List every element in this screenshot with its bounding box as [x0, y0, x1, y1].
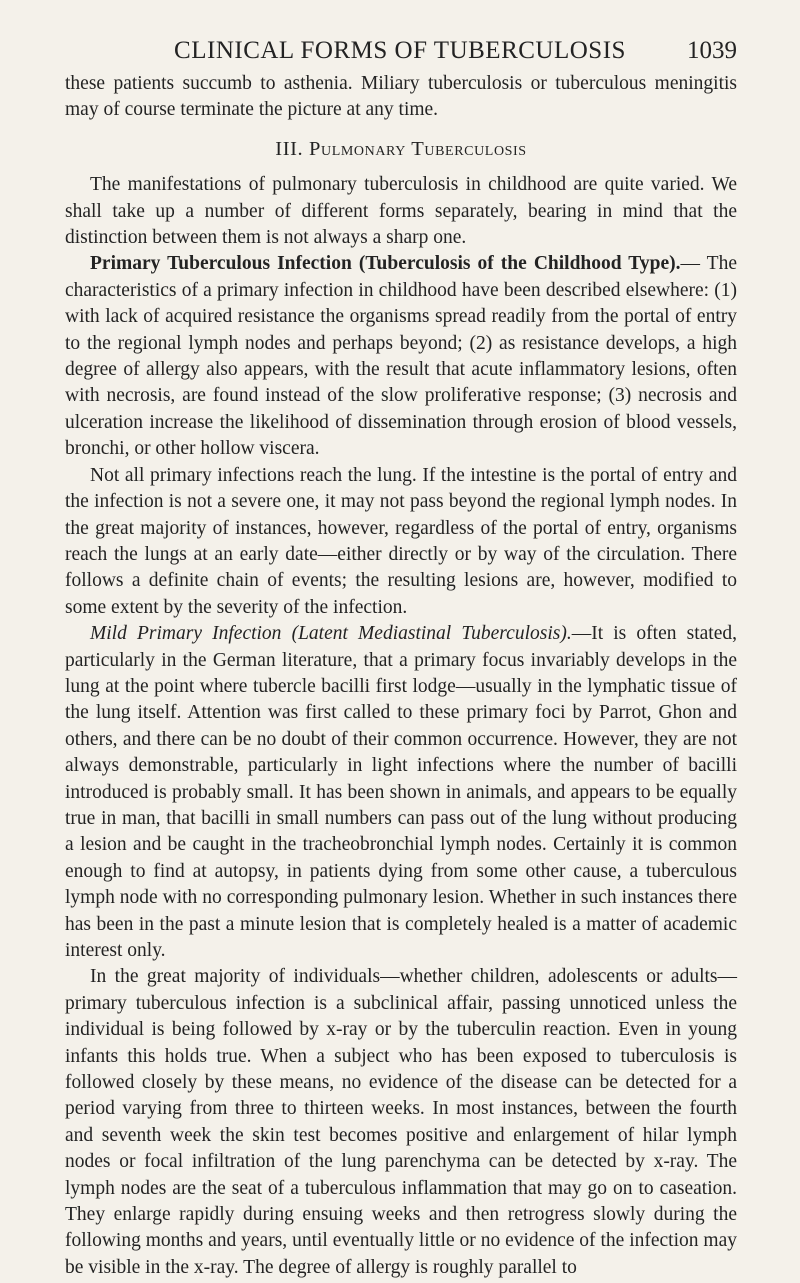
- mild-infection-heading: Mild Primary Infection (Latent Mediastinal Tuberculosis).: [90, 623, 572, 645]
- mild-infection-text: —It is often stated, particularly in the German literature, that a primary focus invariably develops in the lung at the point where tubercle bacilli first lodge—usually in the lymphatic tissue of the lung itself. Attention was first called to these primary foci by Parrot, Ghon and others, and there can be no doubt of their common occurrence. However, they are not always demonstrable, particularly in light infections where the number of bacilli introduced is probably small. It has been shown in animals, and appears to be equally true in man, that bacilli in small numbers can pass out of the lung without producing a lesion and be caught in the tracheobronchial lymph nodes. Certainly it is common enough to find at autopsy, in patients dying from some other cause, a tuberculous lymph node with no corresponding pulmonary lesion. Whether in such instances there has been in the past a minute lesion that is completely healed is a matter of academic interest only.: [65, 623, 737, 961]
- running-title: CLINICAL FORMS OF TUBERCULOSIS: [174, 37, 626, 64]
- body-text: [65, 71, 737, 1281]
- lung-paragraph: Not all primary infections reach the lung. If the intestine is the portal of entry and the infection is not a severe one, it may not pass beyond the regional lymph nodes. In the great majority of instances, however, regardless of the portal of entry, organisms reach the lungs at an early date—either directly or by way of the circulation. There follows a definite chain of events; the resulting lesions are, however, modified to some extent by the severity of the infection.: [65, 464, 737, 618]
- section-heading: III. Pulmonary Tuberculosis: [275, 137, 527, 160]
- page-number: 1039: [687, 37, 737, 64]
- majority-paragraph: In the great majority of individuals—whether children, adolescents or adults— primary tuberculous infection is a subclinical affair, passing unnoticed unless the individual is being followed by x-ray or by the tuberculin reaction. Even in young infants this holds true. When a subject who has been exposed to tuberculosis is followed closely by these means, no evidence of the disease can be detected for a period varying from three to thirteen weeks. In most instances, between the fourth and seventh week the skin test becomes positive and enlargement of hilar lymph nodes or focal infiltration of the lung parenchyma can be detected by x-ray. The lymph nodes are the seat of a tuberculous inflammation that may go on to caseation. They enlarge rapidly during ensuing weeks and then retrogress slowly during the following months and years, until eventually little or no evidence of the infection may be visible in the x-ray. The degree of allergy is roughly parallel to: [65, 966, 737, 1278]
- running-head: [0, 36, 800, 66]
- opening-paragraph: these patients succumb to asthenia. Miliary tuberculosis or tuberculous meningitis may of course terminate the picture at any time.: [65, 73, 737, 121]
- mild-infection-paragraph: [65, 621, 737, 964]
- primary-infection-paragraph: [65, 251, 737, 462]
- primary-infection-heading: Primary Tuberculous Infection (Tuberculosis of the Childhood Type).: [90, 253, 681, 275]
- primary-infection-text: — The characteristics of a primary infection in childhood have been described elsewhere: (1) with lack of acquired resistance the organisms spread readily from the portal of entry to the regional lymph nodes and perhaps beyond; (2) as resistance develops, a high degree of allergy also appears, with the result that acute inflammatory lesions, often with necrosis, are found instead of the slow proliferative response; (3) necrosis and ulceration increase the likelihood of dissemination through erosion of blood vessels, bronchi, or other hollow viscera.: [65, 253, 737, 460]
- intro-paragraph: The manifestations of pulmonary tuberculosis in childhood are quite varied. We shall take up a number of different forms separately, bearing in mind that the distinction between them is not always a sharp one.: [65, 174, 737, 249]
